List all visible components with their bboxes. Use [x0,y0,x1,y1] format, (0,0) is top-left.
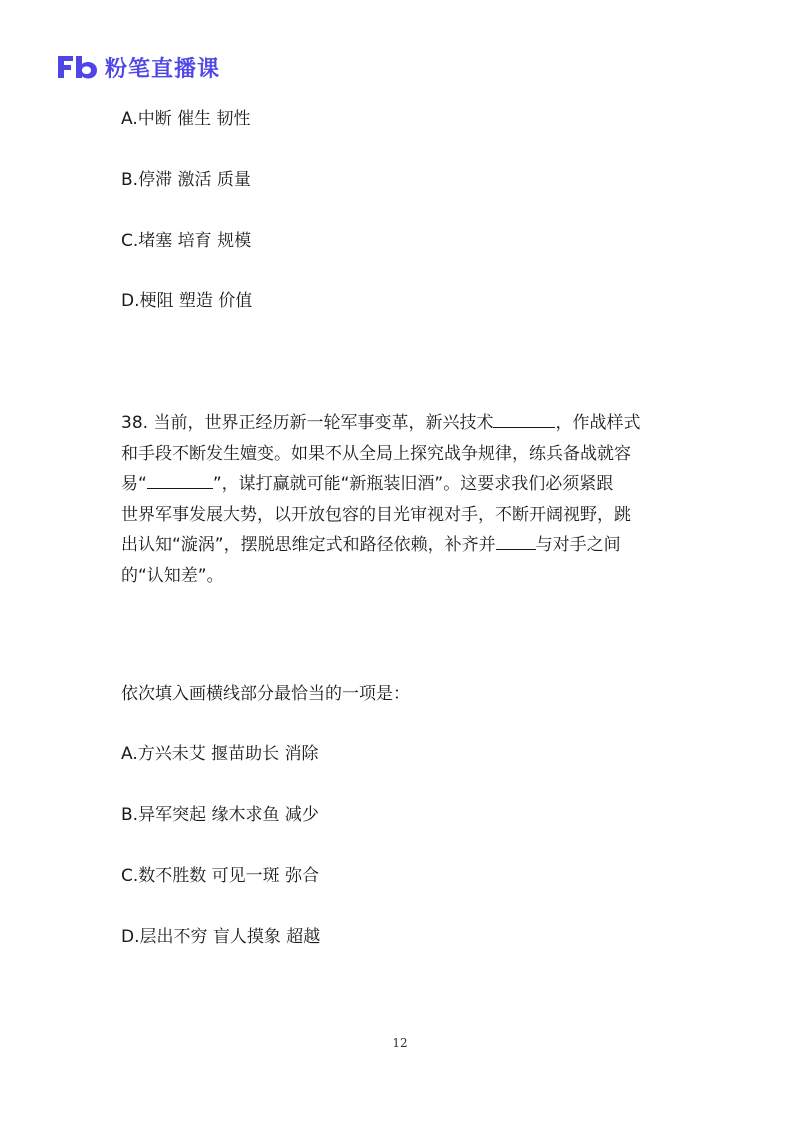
question-line-1: 38. 当前，世界正经历新一轮军事变革，新兴技术 ，作战样式 [121,408,681,439]
question-line-6: 的“认知差”。 [121,565,224,586]
option-b: B.异军突起 缘木求鱼 减少 [121,805,319,825]
question-line-5: 出认知“漩涡”，摆脱思维定式和路径依赖，补齐并 与对手之间 [121,530,681,561]
prev-option-c: C.堵塞 培育 规模 [121,231,252,251]
option-a: A.方兴未艾 揠苗助长 消除 [121,744,319,764]
brand-name: 粉笔直播课 [105,56,221,82]
prev-option-b: B.停滞 激活 质量 [121,170,251,190]
page-number: 12 [392,1036,408,1050]
brand-header [55,50,220,84]
question-line-2: 和手段不断发生嬗变。如果不从全局上探究战争规律，练兵备战就容 [121,443,631,464]
option-d: D.层出不穷 盲人摸象 超越 [121,927,321,947]
question-number: 38. [121,413,149,433]
question-38-stem [121,408,681,591]
question-instruction: 依次填入画横线部分最恰当的一项是： [121,684,410,704]
question-line-3: 易“ ”，谋打赢就可能“新瓶装旧酒”。这要求我们必须紧跟 [121,469,681,500]
prev-option-d: D.梗阻 塑造 价值 [121,291,253,311]
blank-1 [493,409,555,428]
question-line-4: 世界军事发展大势，以开放包容的目光审视对手，不断开阔视野，跳 [121,504,631,525]
option-c: C.数不胜数 可见一斑 弥合 [121,866,320,886]
prev-option-a: A.中断 催生 韧性 [121,109,251,129]
fb-logo-icon [55,53,101,81]
blank-2 [147,470,213,489]
blank-3 [496,531,536,550]
